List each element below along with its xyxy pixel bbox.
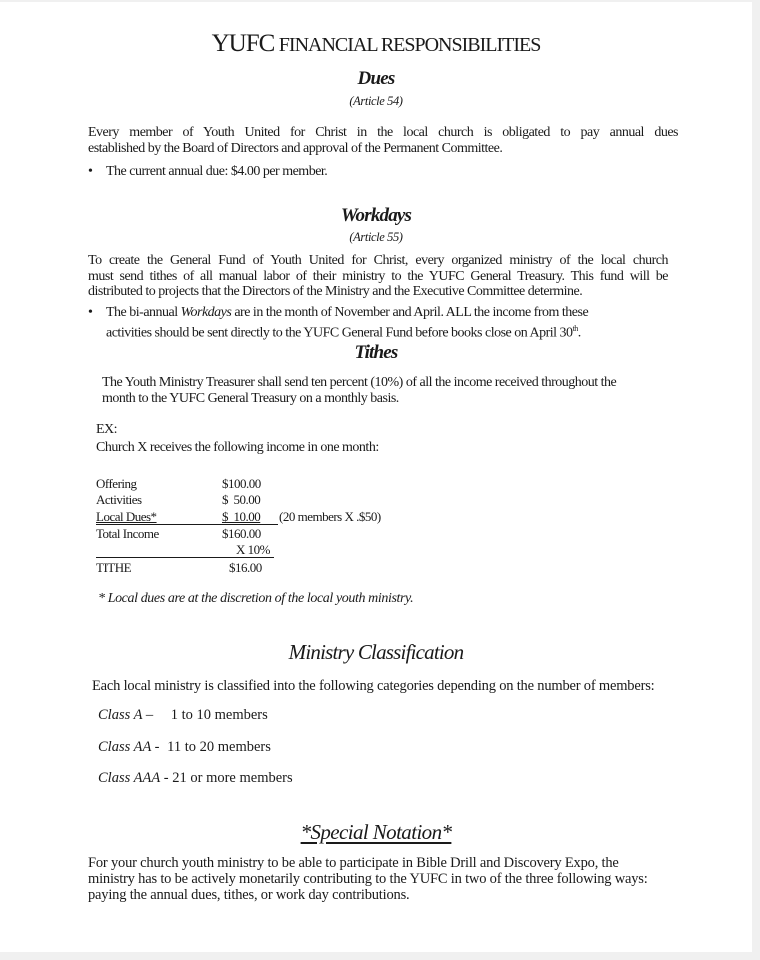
special-notation-heading-text: *Special Notation* (300, 820, 452, 844)
ledger-amount: $16.00 (229, 560, 262, 575)
workdays-bullet-pre: The bi-annual (106, 305, 181, 320)
class-row (98, 707, 268, 724)
class-range: 1 to 10 members (170, 707, 268, 723)
ministry-classification-intro: Each local ministry is classified into the following categories depending on the number of members: (92, 678, 655, 694)
dues-paragraph (88, 125, 678, 156)
tithes-heading: Tithes (354, 342, 398, 363)
class-name: Class AAA (98, 770, 161, 786)
example-label: EX: (96, 422, 118, 437)
title-prefix: YUFC (211, 30, 275, 57)
class-name: Class A – (98, 707, 154, 723)
ledger-amount: X 10% (236, 542, 270, 557)
workdays-bullet-line2 (106, 321, 581, 341)
dues-paragraph-line2: established by the Board of Directors and approval of the Permanent Committee. (88, 140, 503, 156)
document-title (0, 30, 752, 58)
special-notation-paragraph (88, 855, 648, 903)
workdays-paragraph-line1: To create the General Fund of Youth United for Christ, every organized ministry of the local church (88, 253, 668, 268)
ledger-note: (20 members X .$50) (279, 509, 381, 524)
class-row (98, 770, 293, 787)
workdays-bullet-line2-end: . (577, 325, 581, 341)
special-notation-line2: ministry has to be actively monetarily contributing to the YUFC in two of the three following ways: (88, 871, 648, 887)
ledger-amount: $100.00 (222, 476, 261, 491)
ledger-divider (96, 557, 274, 558)
workdays-bullet-line1 (106, 305, 588, 321)
ledger-divider (96, 524, 278, 525)
workdays-paragraph-line2: must send tithes of all manual labor of their ministry to the YUFC General Treasury. This fund will be (88, 268, 668, 284)
ledger-label: Activities (96, 492, 142, 507)
dues-article: (Article 54) (349, 94, 403, 108)
workdays-paragraph (88, 253, 668, 300)
local-dues-footnote: * Local dues are at the discretion of the local youth ministry. (98, 591, 414, 606)
workdays-paragraph-line3: distributed to projects that the Directors of the Ministry and the Executive Committee determine. (88, 284, 583, 299)
tithes-paragraph-line1: The Youth Ministry Treasurer shall send ten percent (10%) of all the income received throughout the (102, 375, 617, 390)
class-name: Class AA - (98, 739, 160, 755)
ledger-label: Total Income (96, 526, 159, 541)
class-row (98, 739, 271, 756)
dues-bullet-text: The current annual due: $4.00 per member. (106, 164, 328, 179)
title-rest: FINANCIAL RESPONSIBILITIES (278, 34, 541, 56)
income-ledger (96, 476, 416, 586)
tithes-paragraph (102, 375, 616, 406)
ledger-amount: $ 50.00 (222, 492, 261, 507)
dues-heading: Dues (357, 68, 395, 89)
bullet-icon: • (88, 305, 93, 320)
bullet-icon: • (88, 164, 93, 179)
special-notation-line1: For your church youth ministry to be able to participate in Bible Drill and Discovery Expo, the (88, 855, 619, 871)
workdays-bullet-post: are in the month of November and April. ALL the income from these (231, 305, 589, 320)
special-notation-line3: paying the annual dues, tithes, or work day contributions. (88, 887, 410, 903)
dues-paragraph-line1: Every member of Youth United for Christ in the local church is obligated to pay annual dues (88, 125, 678, 140)
ledger-label: TITHE (96, 560, 132, 575)
example-intro: Church X receives the following income in one month: (96, 440, 379, 455)
class-range: - 21 or more members (163, 770, 293, 786)
tithes-paragraph-line2: month to the YUFC General Treasury on a monthly basis. (102, 390, 399, 406)
class-range: 11 to 20 members (167, 739, 271, 755)
document-page (0, 2, 752, 952)
special-notation-heading (0, 820, 752, 845)
workdays-heading: Workdays (340, 205, 412, 226)
ledger-label: Offering (96, 476, 137, 491)
workdays-article: (Article 55) (349, 230, 403, 244)
ledger-label: Local Dues* (96, 509, 157, 524)
ledger-amount: $ 10.00 (222, 509, 261, 524)
workdays-bullet-line2-text: activities should be sent directly to the YUFC General Fund before books close on April 30 (106, 325, 573, 341)
ministry-classification-heading: Ministry Classification (288, 640, 464, 664)
ledger-amount: $160.00 (222, 526, 261, 541)
workdays-bullet-italic: Workdays (180, 305, 232, 320)
workdays-bullet-sup: th (572, 324, 578, 333)
